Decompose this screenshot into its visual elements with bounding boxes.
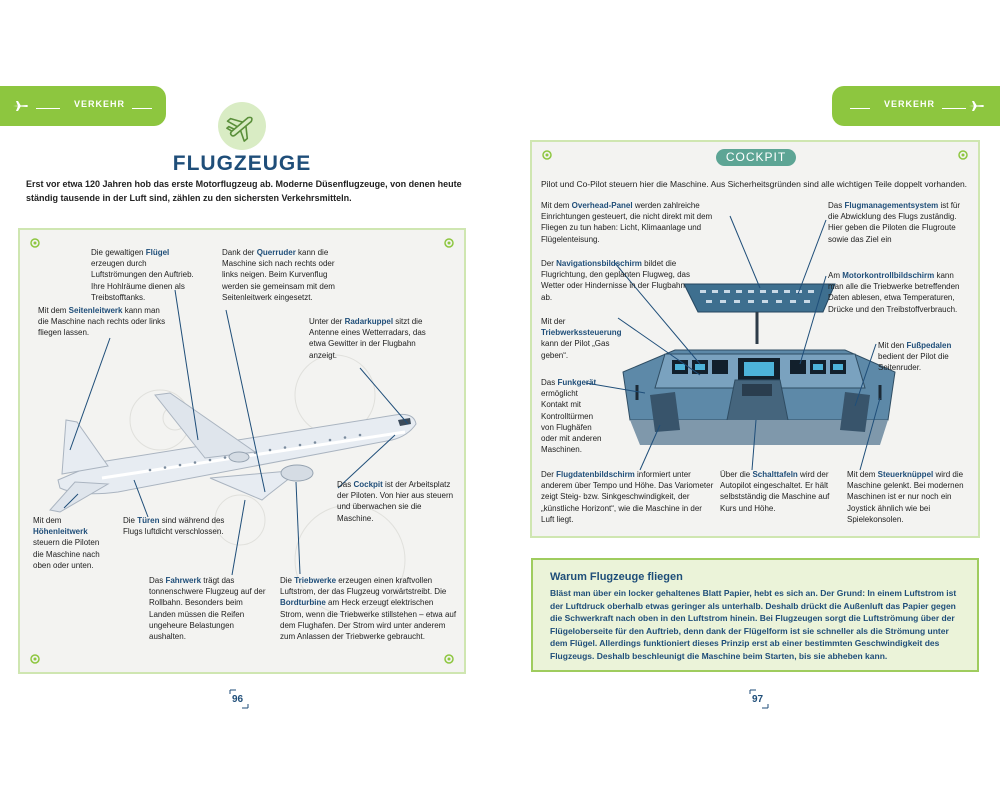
annotation-radarkuppel: Unter der Radarkuppel sitzt die Antenne eines Wetterradars, das etwa Gewitter in der Flugbahn anzeigt. [309, 317, 426, 360]
cockpit-subtitle: Pilot und Co-Pilot steuern hier die Maschine. Aus Sicherheitsgründen sind alle wichtigen Teile doppelt vorhanden. [541, 179, 968, 189]
annotation-schalttafeln: Über die Schalttafeln wird der Autopilot eingeschaltet. Er hält selbstständig die Maschine auf Kurs und Höhe. [720, 470, 830, 513]
annotation-navigationsbildschirm: Der Navigationsbildschirm bildet die Flugrichtung, den geplanten Flugweg, das Wetter oder Hindernisse in der Flugbahn ab. [541, 259, 690, 302]
section-label: VERKEHR [74, 99, 126, 109]
annotation-flugmanagementsystem: Das Flugmanagementsystem ist für die Abwicklung des Flugs zuständig. Hier geben die Piloten die Flugroute sowie das Ziel ein [828, 201, 961, 244]
intro-text: Erst vor etwa 120 Jahren hob das erste Motorflugzeug ab. Moderne Düsenflugzeuge, von denen heute ständig tausende in der Luft sind, zählen zu den sichersten Verkehrsmitteln. [26, 179, 462, 203]
info-body: Bläst man über ein locker gehaltenes Blatt Papier, hebt es sich an. Der Grund: In einem Luftstrom ist der Luftdruck oberhalb etwas geringer als unterhalb. Deshalb drückt die Außenluft das Papier gegen die Schwerkraft nach oben in den Luftstrom hinein. Bei Flugzeugen sorgt die Luftströmung über der Flügeloberseite für den Auftrieb, denn dank der Flügelform ist sie schneller als die Strömung unter dem Flügel. Allerdings funktioniert dieses Prinzip erst ab einer bestimmten Geschwindigkeit des Flugzeugs. Deshalb beschleunigt die Maschine beim Starten, bis sie abheben kann. [550, 588, 957, 661]
annotation-cockpit: Das Cockpit ist der Arbeitsplatz der Piloten. Von hier aus steuern und überwachen sie die Maschine. [337, 480, 454, 523]
annotation-motorkontrollbildschirm: Am Motorkontrollbildschirm kann man alle die Triebwerke betreffenden Daten ablesen, etwa Temperaturen, Drücke und den Treibstoffverbrauch. [828, 271, 960, 314]
annotation-funkgeraet: Das Funkgerät ermöglicht Kontakt mit Kontrolltürmen von Flughäfen oder mit anderen Maschinen. [541, 378, 602, 455]
annotation-fusspedale: Mit den Fußpedalen bedient der Pilot die Seitenruder. [878, 341, 952, 373]
page-title: FLUGZEUGE [172, 152, 312, 175]
annotation-triebwerke: Die Triebwerke erzeugen einen kraftvollen Luftstrom, der das Flugzeug vorwärtstreibt. Die Bordturbine am Heck erzeugt elektrischen Strom, wenn die Triebwerke stillstehen – etwa auf dem Flughafen. Der Strom wird unter anderem zum Anlassen der Triebwerke gebraucht. [280, 576, 457, 642]
annotation-steuerknueppel: Mit dem Steuerknüppel wird die Maschine gelenkt. Bei modernen Maschinen ist er nur noch ein Joystick ähnlich wie bei Spielekonsolen. [847, 470, 964, 524]
annotation-fahrwerk: Das Fahrwerk trägt das tonnenschwere Flugzeug auf der Rollbahn. Besonders beim Landen müssen die Reifen ungeheure Belastungen aushalten. [149, 576, 266, 642]
cockpit-label: COCKPIT [716, 149, 796, 166]
info-box [531, 558, 979, 672]
annotation-triebwerkssteuerung: Mit der Triebwerkssteuerung kann der Pilot „Gas geben“. [541, 317, 622, 360]
section-label: VERKEHR [884, 99, 936, 109]
page-number: 96 [232, 694, 244, 705]
annotation-fluegel: Die gewaltigen Flügel erzeugen durch Luftströmungen den Auftrieb. Ihre Hohlräume dienen als Treibstofftanks. [91, 248, 194, 302]
info-title: Warum Flugzeuge fliegen [550, 571, 683, 583]
annotation-tueren: Die Türen sind während des Flugs luftdicht verschlossen. [123, 516, 225, 537]
annotation-hoehenleitwerk: Mit dem Höhenleitwerk steuern die Piloten die Maschine nach oben oder unten. [33, 516, 100, 570]
annotation-flugdatenbildschirm: Der Flugdatenbildschirm informiert unter anderem über Tempo und Höhe. Das Variometer zeigt Steig- bzw. Sinkgeschwindigkeit, der „künstliche Horizont“, wie die Maschine in der Luft liegt. [541, 470, 714, 524]
page-number: 97 [752, 694, 764, 705]
annotation-overhead-panel: Mit dem Overhead-Panel werden zahlreiche Einrichtungen gesteuert, die nicht direkt mit dem Fliegen zu tun haben: Licht, Klimaanlage und Flügelenteisung. [541, 201, 713, 244]
annotation-querruder: Dank der Querruder kann die Maschine sich nach rechts oder links neigen. Beim Kurvenflug werden sie gemeinsam mit dem Seitenleitwerk eingesetzt. [222, 248, 335, 302]
annotation-seitenleitwerk: Mit dem Seitenleitwerk kann man die Maschine nach rechts oder links fliegen lassen. [38, 306, 166, 338]
